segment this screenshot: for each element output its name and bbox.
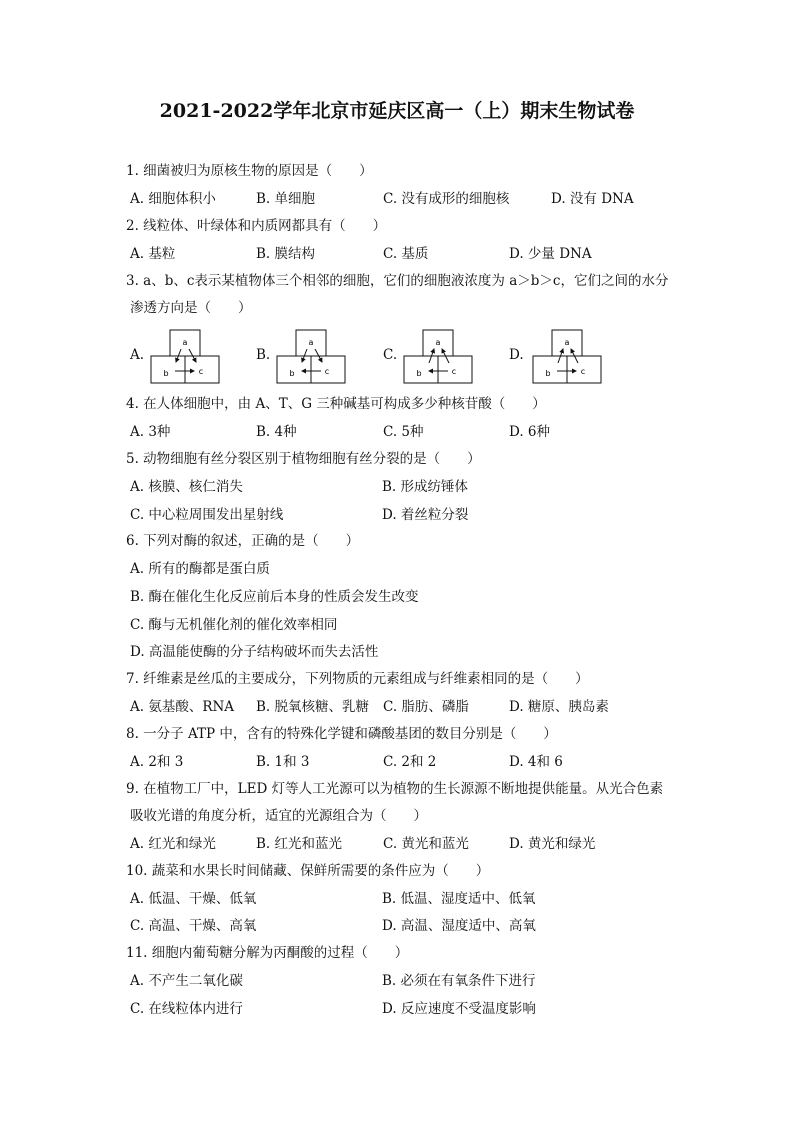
q8-option-b[interactable]: B. 1和 3 [256,754,310,770]
q7-option-c[interactable]: C. 脂肪、磷脂 [383,699,469,715]
cell-a-label: a [564,338,570,347]
q3-option-b-diagram[interactable] [276,329,346,385]
q6-option-d[interactable]: D. 高温能使酶的分子结构破坏而失去活性 [130,644,379,660]
question-1-stem: 1. 细菌被归为原核生物的原因是（ ） [126,163,373,179]
q1-option-d[interactable]: D. 没有 DNA [551,191,634,207]
q3-option-a-diagram[interactable] [150,329,220,385]
q3-option-b-label[interactable]: B. [256,347,271,363]
page-title: 2021-2022学年北京市延庆区高一（上）期末生物试卷 [159,100,635,122]
q2-option-a[interactable]: A. 基粒 [130,246,176,262]
question-3-stem-line-2: 渗透方向是（ ） [130,300,252,316]
question-10-stem: 10. 蔬菜和水果长时间储藏、保鲜所需要的条件应为（ ） [126,863,490,879]
q5-option-d[interactable]: D. 着丝粒分裂 [382,507,469,523]
q5-option-a[interactable]: A. 核膜、核仁消失 [130,479,243,495]
cell-b-label: b [416,369,422,378]
cell-b-label: b [163,369,169,378]
cell-c-label: c [198,367,204,376]
q11-option-d[interactable]: D. 反应速度不受温度影响 [382,1001,536,1017]
question-9-stem-line-2: 吸收光谱的角度分析，适宜的光源组合为（ ） [130,808,427,824]
cell-a-label: a [435,338,441,347]
cell-c-label: c [451,367,457,376]
q6-option-a[interactable]: A. 所有的酶都是蛋白质 [130,561,270,577]
q7-option-a[interactable]: A. 氨基酸、RNA [130,699,235,715]
question-7-stem: 7. 纤维素是丝瓜的主要成分，下列物质的元素组成与纤维素相同的是（ ） [126,671,589,687]
q5-option-c[interactable]: C. 中心粒周围发出星射线 [130,507,284,523]
q11-option-c[interactable]: C. 在线粒体内进行 [130,1001,243,1017]
q10-option-a[interactable]: A. 低温、干燥、低氧 [130,891,257,907]
cell-c-label: c [580,367,586,376]
q9-option-d[interactable]: D. 黄光和绿光 [509,836,596,852]
q8-option-c[interactable]: C. 2和 2 [383,754,437,770]
q9-option-b[interactable]: B. 红光和蓝光 [256,836,343,852]
q8-option-d[interactable]: D. 4和 6 [509,754,563,770]
cell-a-label: a [308,338,314,347]
q6-option-b[interactable]: B. 酶在催化生化反应前后本身的性质会发生改变 [130,589,419,605]
q7-option-b[interactable]: B. 脱氧核糖、乳糖 [256,699,370,715]
q5-option-b[interactable]: B. 形成纺锤体 [382,479,469,495]
q9-option-a[interactable]: A. 红光和绿光 [130,836,216,852]
q11-option-a[interactable]: A. 不产生二氧化碳 [130,973,243,989]
q2-option-b[interactable]: B. 膜结构 [256,246,316,262]
question-3-stem-line-1: 3. a、b、c表示某植物体三个相邻的细胞，它们的细胞液浓度为 a＞b＞c，它们之间的水分 [126,273,669,289]
q3-option-d-diagram[interactable] [532,329,602,385]
cell-b-label: b [289,369,295,378]
question-4-stem: 4. 在人体细胞中，由 A、T、G 三种碱基可构成多少种核苷酸（ ） [126,396,546,412]
q2-option-d[interactable]: D. 少量 DNA [509,246,592,262]
q10-option-c[interactable]: C. 高温、干燥、高氧 [130,918,257,934]
q4-option-d[interactable]: D. 6种 [509,424,551,440]
q6-option-c[interactable]: C. 酶与无机催化剂的催化效率相同 [130,617,338,633]
q10-option-b[interactable]: B. 低温、湿度适中、低氧 [382,891,536,907]
q4-option-c[interactable]: C. 5种 [383,424,424,440]
question-2-stem: 2. 线粒体、叶绿体和内质网都具有（ ） [126,218,387,234]
q3-option-a-label[interactable]: A. [130,347,145,363]
cell-b-label: b [545,369,551,378]
q1-option-b[interactable]: B. 单细胞 [256,191,316,207]
question-6-stem: 6. 下列对酶的叙述，正确的是（ ） [126,533,360,549]
q11-option-b[interactable]: B. 必须在有氧条件下进行 [382,973,536,989]
q2-option-c[interactable]: C. 基质 [383,246,429,262]
q8-option-a[interactable]: A. 2和 3 [130,754,184,770]
question-5-stem: 5. 动物细胞有丝分裂区别于植物细胞有丝分裂的是（ ） [126,451,481,467]
q4-option-a[interactable]: A. 3种 [130,424,171,440]
q4-option-b[interactable]: B. 4种 [256,424,297,440]
question-11-stem: 11. 细胞内葡萄糖分解为丙酮酸的过程（ ） [126,945,409,961]
q3-option-c-label[interactable]: C. [383,347,398,363]
q1-option-a[interactable]: A. 细胞体积小 [130,191,216,207]
q10-option-d[interactable]: D. 高温、湿度适中、高氧 [382,918,536,934]
cell-a-label: a [182,338,188,347]
cell-c-label: c [324,367,330,376]
q3-option-d-label[interactable]: D. [509,347,524,363]
q3-option-c-diagram[interactable] [403,329,473,385]
q7-option-d[interactable]: D. 糖原、胰岛素 [509,699,609,715]
question-9-stem-line-1: 9. 在植物工厂中，LED 灯等人工光源可以为植物的生长源源不断地提供能量。从光合色素 [126,781,664,797]
question-8-stem: 8. 一分子 ATP 中，含有的特殊化学键和磷酸基团的数目分别是（ ） [126,726,557,742]
q9-option-c[interactable]: C. 黄光和蓝光 [383,836,469,852]
q1-option-c[interactable]: C. 没有成形的细胞核 [383,191,510,207]
